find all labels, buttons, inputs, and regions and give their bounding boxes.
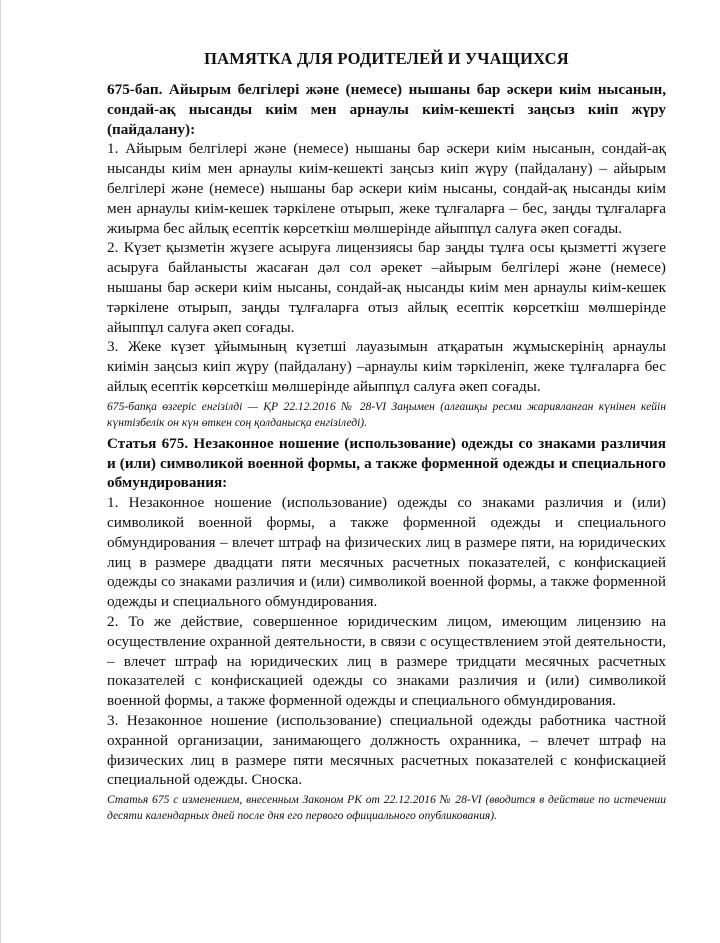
- kz-article-heading: 675-бап. Айырым белгілері және (немесе) нышаны бар әскери киім нысанын, сондай-ақ нысанды киім мен арнаулы киім-кешекті заңсыз киіп жүру (пайдалану):: [107, 81, 666, 138]
- kz-paragraph-2: 2. Күзет қызметін жүзеге асыруға лицензиясы бар заңды тұлға осы қызметті жүзеге асыруға байланысты жасаған дәл сол әрекет –айырым белгілері және (немесе) нышаны бар әскери киім нысаны, сондай-ақ нысанды киім мен арнаулы киім-кешек тәркілене отырып, заңды тұлғаларға отыз айлық есептік көрсеткіш мөлшерінде айыппұл салуға әкеп соғады.: [107, 239, 666, 336]
- kazakh-section: [107, 80, 666, 431]
- kz-paragraph-3: 3. Жеке күзет ұйымының күзетші лауазымын атқаратын жұмыскерінің арнаулы киімін заңсыз киіп жүру (пайдалану) –арнаулы киім тәркіленіп, жеке тұлғаларға бес айлық есептік көрсеткіш мөлшерінде айыппұл салуға әкеп соғады.: [107, 338, 666, 395]
- document-content: [107, 48, 666, 827]
- kz-paragraph-1: 1. Айырым белгілері және (немесе) нышаны бар әскери киім нысанын, сондай-ақ нысанды киім мен арнаулы киім-кешекті заңсыз киіп жүру (пайдалану) – айырым белгілері және (немесе) нышаны бар әскери киім нысаны, сондай-ақ нысанды киім мен арнаулы киім-кешек тәркілене отырып, жеке тұлғаларға – бес, заңды тұлғаларға жиырма бес айлық есептік көрсеткіш мөлшерінде айыппұл салуға әкеп соғады.: [107, 140, 666, 237]
- page-title: ПАМЯТКА ДЛЯ РОДИТЕЛЕЙ И УЧАЩИХСЯ: [204, 49, 569, 68]
- ru-paragraph-1: 1. Незаконное ношение (использование) одежды со знаками различия и (или) символикой военной формы, а также форменной одежды и специального обмундирования – влечет штраф на физических лиц в размере пяти, на юридических лиц в размере двадцати пяти месячных расчетных показателей, с конфискацией одежды со знаками различия и (или) символикой военной формы, а также форменной одежды и специального обмундирования.: [107, 494, 666, 611]
- ru-article-heading: Статья 675. Незаконное ношение (использование) одежды со знаками различия и (или) символикой военной формы, а также форменной одежды и специального обмундирования:: [107, 434, 666, 492]
- russian-section: [107, 434, 666, 824]
- ru-paragraph-3: 3. Незаконное ношение (использование) специальной одежды работника частной охранной организации, занимающего должность охранника, – влечет штраф на физических лиц в размере пяти месячных расчетных показателей с конфискацией специальной одежды. Сноска.: [107, 711, 666, 789]
- ru-amendment-note: Статья 675 с изменением, внесенным Законом РК от 22.12.2016 № 28-VI (вводится в действие по истечении десяти календарных дней после дня его первого официального опубликования).: [107, 793, 666, 823]
- kz-amendment-note: 675-бапқа өзгеріс енгізілді — ҚР 22.12.2016 № 28-VI Заңымен (алғашқы ресми жарияланған күнінен кейін күнтізбелік он күн өткен соң қолданысқа енгізіледі).: [107, 399, 666, 429]
- ru-paragraph-2: 2. То же действие, совершенное юридическим лицом, имеющим лицензию на осуществление охранной деятельности, в связи с осуществлением этой деятельности, – влечет штраф на юридических лиц в размере тридцати месячных расчетных показателей с конфискацией одежды со знаками различия и (или) символикой военной формы, а также форменной одежды и специального обмундирования.: [107, 612, 666, 710]
